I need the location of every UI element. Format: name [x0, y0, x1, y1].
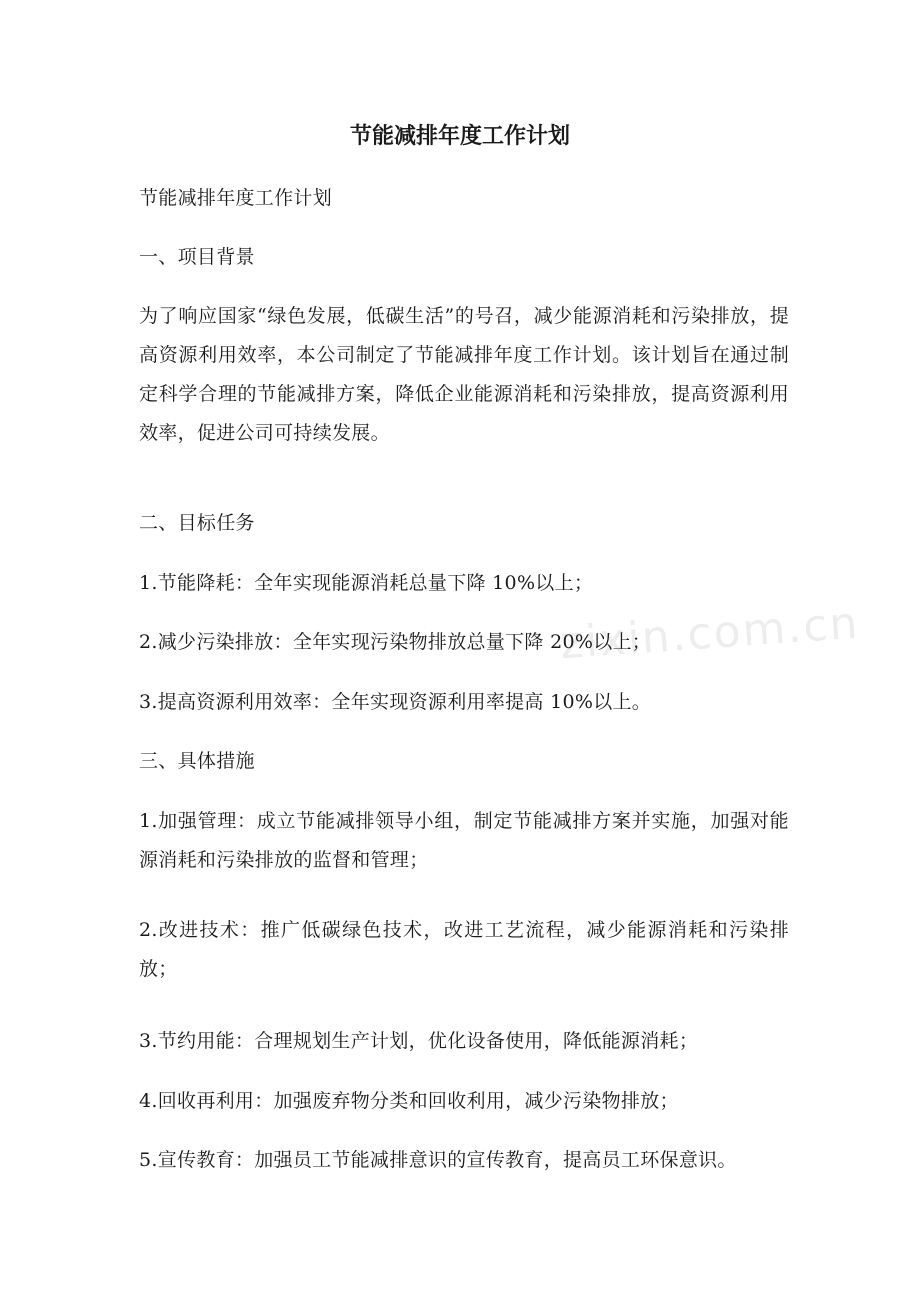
list-item: 3.提高资源利用效率：全年实现资源利用率提高 10%以上。: [139, 691, 652, 713]
list-item: 4.回收再利用：加强废弃物分类和回收利用，减少污染物排放；: [139, 1090, 679, 1112]
background-paragraph: 为了响应国家“绿色发展，低碳生活”的号召，减少能源消耗和污染排放，提高资源利用效率，本公司制定了节能减排年度工作计划。该计划旨在通过制定科学合理的节能减排方案，降低企业能源消耗和污染排放，提高资源利用效率，促进公司可持续发展。: [139, 305, 789, 444]
section-heading: 三、具体措施: [139, 750, 255, 772]
section-heading: 一、项目背景: [139, 246, 255, 268]
list-item: 3.节约用能：合理规划生产计划，优化设备使用，降低能源消耗；: [139, 1030, 699, 1052]
section-heading: 二、目标任务: [139, 512, 255, 534]
watermark: zixin.com.cn: [558, 597, 861, 670]
document-title: 节能减排年度工作计划: [349, 124, 570, 149]
list-item: 5.宣传教育：加强员工节能减排意识的宣传教育，提高员工环保意识。: [139, 1149, 737, 1171]
list-item: 2.减少污染排放：全年实现污染物排放总量下降 20%以上；: [139, 631, 652, 653]
list-item: 1.加强管理：成立节能减排领导小组，制定节能减排方案并实施，加强对能源消耗和污染排放的监督和管理；: [139, 810, 789, 871]
document-subtitle: 节能减排年度工作计划: [139, 187, 333, 209]
list-item: 2.改进技术：推广低碳绿色技术，改进工艺流程，减少能源消耗和污染排放；: [139, 919, 789, 980]
list-item: 1.节能降耗：全年实现能源消耗总量下降 10%以上；: [139, 572, 594, 594]
